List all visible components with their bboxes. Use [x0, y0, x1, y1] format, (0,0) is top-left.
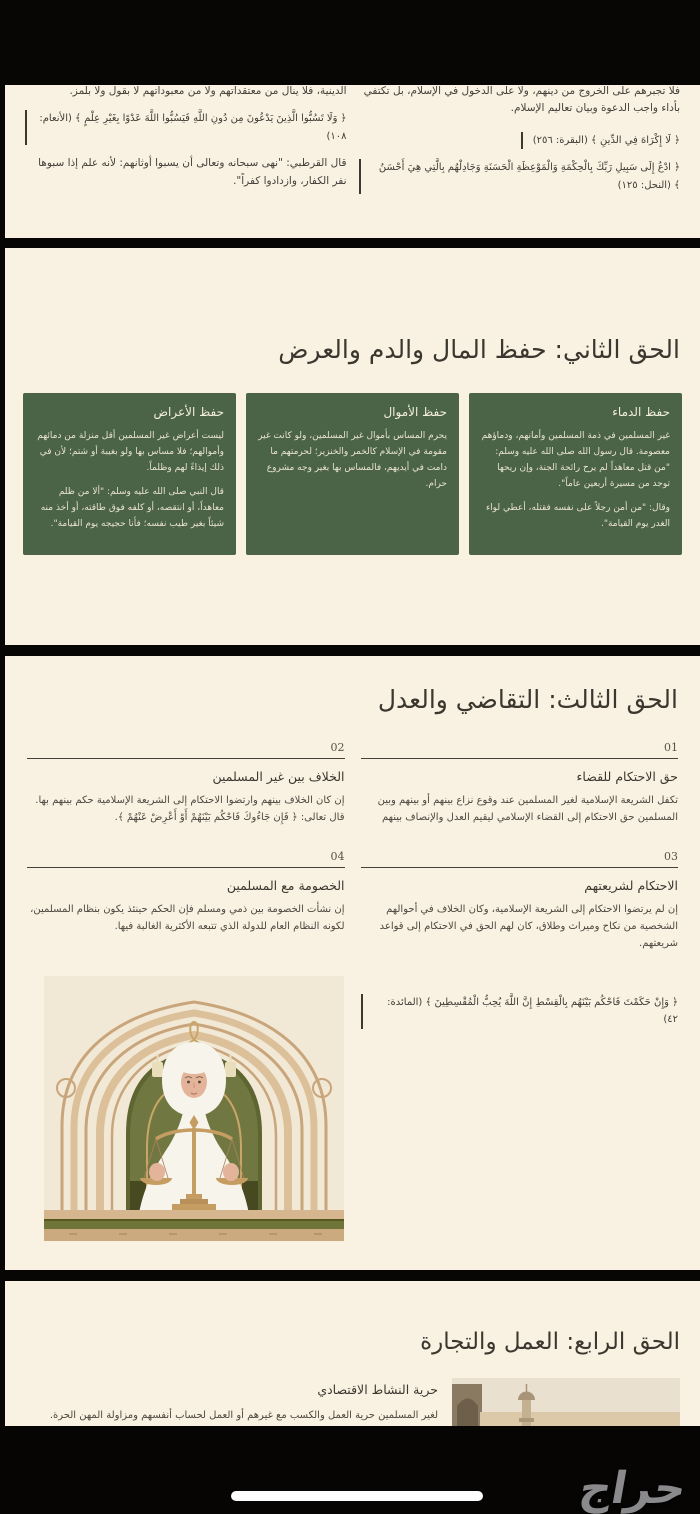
- divider: [361, 867, 679, 868]
- section-body: تكفل الشريعة الإسلامية لغير المسلمين عند وقوع نزاع بينهم أو بينهم وبين المسلمين حق الاحتكام إلى القضاء الإسلامي ليقيم العدل والإنصاف بينهم: [377, 794, 678, 823]
- minaret: [522, 1400, 531, 1426]
- quran-quote: ﴿ وَإِنْ حَكَمْتَ فَاحْكُم بَيْنَهُم بِالْقِسْطِ إِنَّ اللَّهَ يُحِبُّ الْمُقْسِطِينَ ﴾ (المائدة: ٤٢): [361, 994, 679, 1029]
- card-body: [481, 428, 670, 533]
- section-body: إن لم يرتضوا الاحتكام إلى الشريعة الإسلامية، وكان الخلاف في أحوالهم الشخصية من نكاح وميراث وطلاق، كان لهم الحق في الاحتكام إلى قواعد شريعتهم.: [379, 903, 678, 949]
- slide1-columns: [5, 85, 700, 204]
- section-number: 02: [330, 740, 345, 754]
- card-body: [258, 428, 447, 493]
- section-heading: حق الاحتكام للقضاء: [576, 768, 678, 784]
- section-number: 01: [664, 740, 678, 754]
- section-body: إن كان الخلاف بينهم وارتضوا الاحتكام إلى الشريعة الإسلامية حكم بينهم بها. قال تعالى: ﴿ فَإِن جَاءُوكَ فَاحْكُم بَيْنَهُمْ أَوْ أَعْرِضْ عَنْهُمْ ﴾.: [35, 794, 345, 823]
- left-hand: [149, 1163, 165, 1181]
- card-paragraph: ليست أعراض غير المسلمين أقل منزلة من دمائهم وأموالهم؛ فلا مساس بها ولو بغيبة أو شتم؛ لأن في ذلك إيذاءً لهم وظلماً.: [37, 430, 224, 473]
- quran-quote: ﴿ ادْعُ إِلَى سَبِيلِ رَبِّكَ بِالْحِكْمَةِ وَالْمَوْعِظَةِ الْحَسَنَةِ وَجَادِلْهُم بِالَّتِي هِيَ أَحْسَنُ ﴾ (النحل: ١٢٥): [359, 159, 681, 194]
- card-honor: [23, 393, 236, 555]
- card-paragraph: غير المسلمين في ذمة المسلمين وأمانهم، ودماؤهم معصومة. قال رسول الله صلى الله عليه وسلم: "من قتل معاهداً لم يرح رائحة الجنة، وإن ريحها توجد من مسيرة أربعين عاماً".: [481, 430, 670, 490]
- quran-quote: ﴿ لَا إِكْرَاهَ فِي الدِّينِ ﴾ (البقرة: ٢٥٦): [521, 132, 680, 150]
- divider: [27, 758, 345, 759]
- section-heading: الخصومة مع المسلمين: [226, 877, 345, 893]
- slide1-left-column: [25, 85, 347, 204]
- home-indicator[interactable]: [231, 1491, 483, 1501]
- section-01: [361, 741, 679, 826]
- slide-religious-freedom: [5, 85, 700, 238]
- mosque-photo: [452, 1378, 680, 1426]
- slide3-title: الحق الثالث: التقاضي والعدل: [377, 685, 678, 714]
- desk: [44, 1210, 344, 1241]
- card-paragraph: قال النبي صلى الله عليه وسلم: "ألا من ظلم معاهداً، أو انتقصه، أو كلفه فوق طاقته، أو أخذ منه شيئاً بغير طيب نفسه؛ فأنا حجيجه يوم القيامة".: [40, 487, 224, 530]
- quran-quote-block: [359, 159, 681, 194]
- card-title: حفظ الأعراض: [153, 404, 224, 419]
- slide-third-right: [5, 656, 700, 1270]
- slide2-title: الحق الثاني: حفظ المال والدم والعرض: [278, 335, 680, 364]
- divider: [361, 758, 679, 759]
- bottom-black-bar: [0, 1426, 700, 1514]
- section-body: لغير المسلمين حرية العمل والكسب مع غيرهم أو العمل لحساب أنفسهم ومزاولة المهن الحرة.: [49, 1409, 438, 1421]
- slide-fourth-right: [5, 1281, 700, 1426]
- card-wealth: [246, 393, 459, 555]
- right-hand: [223, 1163, 239, 1181]
- card-blood: [469, 393, 682, 555]
- slide4-content-row: [5, 1378, 700, 1426]
- quran-quote: ﴿ وَلَا تَسُبُّوا الَّذِينَ يَدْعُونَ مِن دُونِ اللَّهِ فَيَسُبُّوا اللَّهَ عَدْوًا بِغَيْرِ عِلْمٍ ﴾ (الأنعام: ١٠٨): [25, 110, 347, 145]
- section-heading: الاحتكام لشريعتهم: [584, 877, 678, 893]
- slide3-sections-grid: [5, 741, 700, 1241]
- card-paragraph: وقال: "من أمن رجلاً على نفسه فقتله، أعطي لواء الغدر يوم القيامة".: [485, 503, 670, 530]
- justice-illustration: [43, 976, 345, 1241]
- section-heading: حرية النشاط الاقتصادي: [317, 1381, 438, 1397]
- illustration-cell: [27, 976, 345, 1241]
- section-number: 03: [664, 849, 678, 863]
- divider: [27, 867, 345, 868]
- section-heading: الخلاف بين غير المسلمين: [212, 768, 345, 784]
- card-title: حفظ الدماء: [612, 404, 670, 419]
- quran-quote-block: [361, 976, 679, 1241]
- green-cards-row: [5, 393, 700, 555]
- haraj-watermark: حراج: [575, 1463, 691, 1514]
- section-03: [361, 850, 679, 952]
- quran-quote-block: [25, 110, 347, 145]
- section-number: 04: [330, 849, 345, 863]
- card-paragraph: يحرم المساس بأموال غير المسلمين، ولو كانت غير مقومة في الإسلام كالخمر والخنزير؛ لحرمتهم ما دامت في أيديهم، فالمساس بها بغير وجه مشروع حرام.: [258, 430, 447, 490]
- paragraph: قال القرطبي: "نهى سبحانه وتعالى أن يسبوا أوثانهم: لأنه علم إذا سبوها نفر الكفار، وازدادوا كفراً".: [38, 157, 347, 187]
- slide-second-right: [5, 248, 700, 645]
- slide4-title: الحق الرابع: العمل والتجارة: [420, 1329, 680, 1355]
- section-02: [27, 741, 345, 826]
- card-body: [35, 428, 224, 533]
- card-title: حفظ الأموال: [383, 404, 447, 419]
- section-04: [27, 850, 345, 952]
- quran-quote-block: [359, 128, 681, 150]
- paragraph: فلا تجبرهم على الخروج من دينهم، ولا على الدخول في الإسلام، بل تكتفي بأداء واجب الدعوة وبيان تعاليم الإسلام.: [363, 85, 680, 115]
- slide4-text-column: [25, 1378, 438, 1424]
- section-body: إن نشأت الخصومة بين ذمي ومسلم فإن الحكم حينئذ يكون بنظام المسلمين، لكونه النظام العام للدولة الذي تتبعه الأكثرية الغالبة فيها.: [30, 903, 345, 932]
- paragraph: الدينية، فلا ينال من معتقداتهم ولا من معبوداتهم لا بقول ولا بلمز.: [69, 85, 347, 97]
- quote-wrap: [361, 994, 679, 1029]
- slide1-right-column: [359, 85, 681, 204]
